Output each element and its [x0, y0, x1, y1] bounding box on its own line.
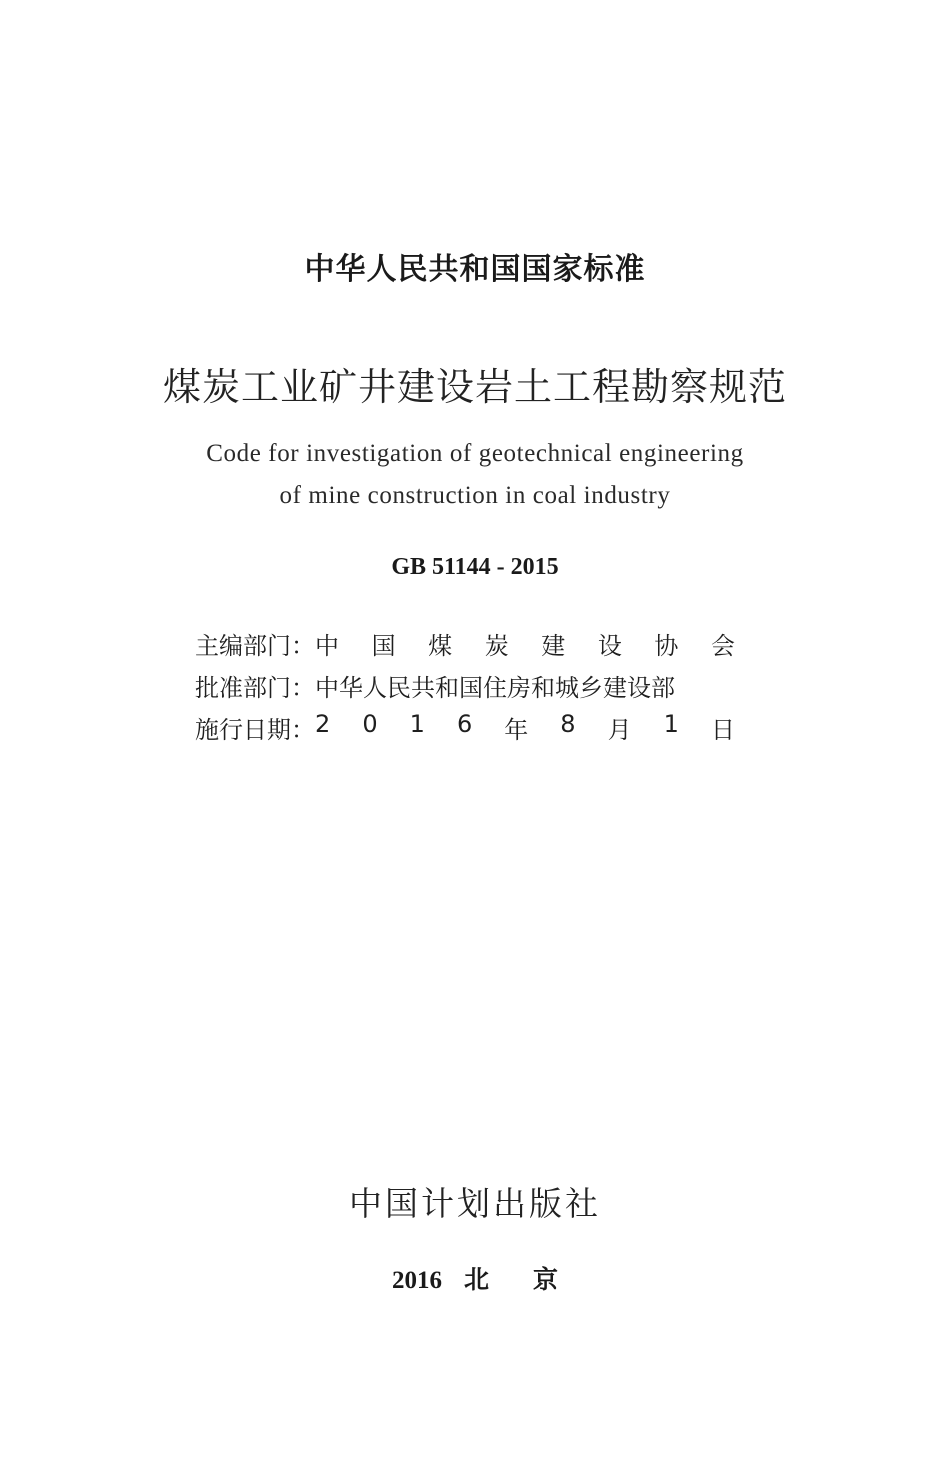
imprint-city-1: 北 — [463, 1267, 489, 1294]
date-char: 年 — [504, 716, 529, 744]
effective-date-label: 施行日期： — [195, 716, 315, 744]
date-char: 月 — [607, 716, 632, 744]
title-english-line-2: of mine construction in coal industry — [279, 482, 671, 509]
date-char: 8 — [560, 710, 576, 738]
imprint-year: 2016 — [391, 1267, 442, 1294]
editor-value — [315, 626, 735, 661]
standard-series: 中华人民共和国国家标准 — [304, 252, 646, 287]
date-char: 6 — [456, 710, 473, 738]
date-char: 0 — [362, 710, 378, 738]
editor-label: 主编部门： — [195, 632, 315, 660]
editor-char: 会 — [710, 632, 735, 660]
approver-value: 中华人民共和国住房和城乡建设部 — [315, 674, 675, 702]
title-english-line-1: Code for investigation of geotechnical engineering — [206, 440, 744, 467]
editor-char: 炭 — [484, 632, 509, 660]
title-chinese: 煤炭工业矿井建设岩土工程勘察规范 — [162, 365, 787, 409]
editor-char: 协 — [654, 632, 679, 660]
approver-row — [195, 668, 755, 704]
editor-char: 煤 — [428, 632, 453, 660]
effective-date-value — [315, 710, 735, 745]
publisher-name: 中国计划出版社 — [349, 1184, 601, 1223]
editor-char: 设 — [597, 632, 622, 660]
editor-row — [195, 626, 755, 662]
imprint-city-2: 京 — [533, 1267, 559, 1294]
date-char: 1 — [409, 710, 425, 738]
approver-label: 批准部门： — [195, 674, 315, 702]
imprint-line — [0, 1260, 950, 1296]
date-char: 1 — [663, 710, 679, 738]
standard-code: GB 51144 - 2015 — [391, 554, 559, 580]
editor-char: 国 — [371, 632, 396, 660]
date-char: 2 — [315, 710, 331, 738]
editor-char: 中 — [315, 632, 339, 660]
date-char: 日 — [710, 716, 735, 744]
effective-date-row — [195, 710, 755, 746]
editor-char: 建 — [541, 632, 566, 660]
